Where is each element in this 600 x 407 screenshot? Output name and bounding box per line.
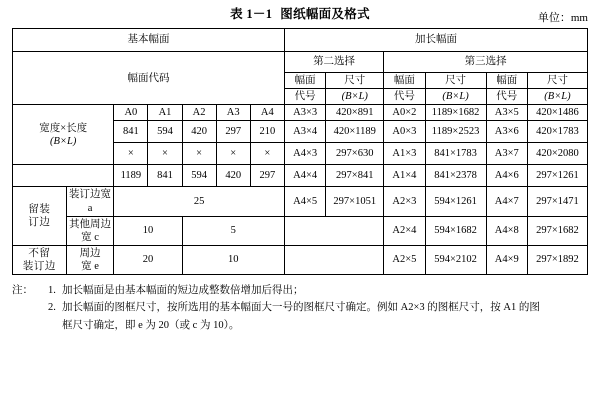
third-right-code-5: A4×8 [486, 216, 527, 245]
table-choice-header-row [13, 52, 588, 73]
caption-text: 图纸幅面及格式 [280, 7, 370, 21]
header-choice-third: 第三选择 [384, 52, 588, 73]
table-other-edge-row [13, 216, 588, 245]
third-right-code-0: A3×5 [486, 105, 527, 121]
third-left-code-4: A2×3 [384, 187, 425, 216]
notes-label: 注： [12, 285, 33, 297]
document-page [0, 4, 600, 407]
third-left-size-0: 1189×1682 [425, 105, 486, 121]
third-right-code-1: A3×6 [486, 121, 527, 143]
second-size-4: 297×1051 [326, 187, 384, 216]
row-label-other-edge-text: 其他周边宽 c [69, 218, 112, 243]
basic-code-3: A3 [216, 105, 250, 121]
basic-dim-1-2: × [182, 143, 216, 165]
second-code-0: A3×3 [284, 105, 325, 121]
other-edge-value-0: 10 [114, 216, 182, 245]
note-2-text: 加长幅面的图框尺寸，按所选用的基本幅面大一号的图框尺寸确定。例如 A2×3 的图框尺寸，按 A1 的图 [62, 302, 540, 314]
second-code-2: A4×3 [284, 143, 325, 165]
third-left-size-5: 594×1682 [425, 216, 486, 245]
subheader-code-3b-line1: 幅面 [496, 75, 518, 86]
third-left-size-3: 841×2378 [425, 165, 486, 187]
table-caption-row [0, 4, 600, 26]
third-right-size-5: 297×1682 [527, 216, 587, 245]
row-label-width-length [13, 105, 114, 165]
group-header-basic: 基本幅面 [13, 29, 285, 52]
row-label-margin-group-line2: 订边 [28, 217, 51, 229]
second-size-0: 420×891 [326, 105, 384, 121]
around-edge-value-0: 20 [114, 245, 182, 274]
row-label-width-length-line1: 宽度×长度 [39, 122, 88, 134]
basic-dim-2-4: 297 [250, 165, 284, 187]
subheader-size-3a-line1: 尺寸 [445, 75, 467, 86]
subheader-code-3b2: 代号 [486, 89, 527, 105]
third-right-code-4: A4×7 [486, 187, 527, 216]
basic-code-2: A2 [182, 105, 216, 121]
basic-dim-1-3: × [216, 143, 250, 165]
subheader-size-2b: (B×L) [326, 89, 384, 105]
table-group-header-row [13, 29, 588, 52]
basic-code-1: A1 [148, 105, 182, 121]
table-basic-code-row [13, 105, 588, 121]
basic-dim-2-2: 594 [182, 165, 216, 187]
subheader-size-2a-line1: 尺寸 [344, 75, 366, 86]
third-right-code-3: A4×6 [486, 165, 527, 187]
paper-format-table [12, 28, 588, 275]
second-size-1: 420×1189 [326, 121, 384, 143]
subheader-code-3a2: 代号 [384, 89, 425, 105]
basic-dim-1-0: × [114, 143, 148, 165]
second-code-1: A3×4 [284, 121, 325, 143]
note-item-1 [12, 283, 588, 298]
basic-dim-2-3: 420 [216, 165, 250, 187]
basic-dim-2-1: 841 [148, 165, 182, 187]
note-2-number: 2. [48, 302, 56, 314]
third-right-size-6: 297×1892 [527, 245, 587, 274]
basic-dim-1-1: × [148, 143, 182, 165]
note-1-text: 加长幅面是由基本幅面的短边成整数倍增加后得出； [62, 285, 304, 297]
row-label-nomargin-group [13, 245, 67, 274]
subheader-code-3a [384, 73, 425, 89]
basic-dim-0-4: 210 [250, 121, 284, 143]
basic-dim-0-1: 594 [148, 121, 182, 143]
third-left-size-4: 594×1261 [425, 187, 486, 216]
subheader-size-3b [527, 73, 587, 89]
subheader-size-2a [326, 73, 384, 89]
third-left-size-1: 1189×2523 [425, 121, 486, 143]
third-right-size-0: 420×1486 [527, 105, 587, 121]
basic-dim-1-4: × [250, 143, 284, 165]
row-label-nomargin-group-line2: 装订边 [22, 261, 56, 272]
note-item-2 [12, 300, 588, 315]
row-label-margin-group [13, 187, 67, 246]
subheader-code-2b: 代号 [284, 89, 325, 105]
third-left-code-5: A2×4 [384, 216, 425, 245]
basic-dim-0-0: 841 [114, 121, 148, 143]
third-right-size-3: 297×1261 [527, 165, 587, 187]
second-size-2: 297×630 [326, 143, 384, 165]
third-left-code-0: A0×2 [384, 105, 425, 121]
row-label-binding-edge-text: 装订边宽 a [69, 189, 112, 214]
row-label-margin-group-line1: 留装 [28, 204, 51, 215]
row-label-binding-edge [66, 187, 114, 216]
row-label-nomargin-group-line1: 不留 [28, 247, 51, 259]
caption-number: 表 1－1 [230, 7, 273, 21]
binding-edge-value: 25 [114, 187, 285, 216]
subheader-code-3b [486, 73, 527, 89]
third-right-code-6: A4×9 [486, 245, 527, 274]
subheader-size-3a [425, 73, 486, 89]
third-left-code-2: A1×3 [384, 143, 425, 165]
basic-code-0: A0 [114, 105, 148, 121]
table-dim-row-3 [13, 165, 588, 187]
second-size-3: 297×841 [326, 165, 384, 187]
note-1-number: 1. [48, 285, 56, 297]
subheader-size-3a2: (B×L) [425, 89, 486, 105]
third-left-code-1: A0×3 [384, 121, 425, 143]
basic-code-4: A4 [250, 105, 284, 121]
third-left-size-2: 841×1783 [425, 143, 486, 165]
second-code-3: A4×4 [284, 165, 325, 187]
group-header-extended: 加长幅面 [284, 29, 587, 52]
row-label-width-length-line2: (B×L) [49, 135, 77, 147]
around-edge-value-1: 10 [182, 245, 284, 274]
third-right-size-4: 297×1471 [527, 187, 587, 216]
row-label-other-edge [66, 216, 114, 245]
table-binding-edge-row [13, 187, 588, 216]
header-code-basic-label: 幅面代码 [127, 72, 170, 84]
basic-dim-0-2: 420 [182, 121, 216, 143]
note-2-continued: 框尺寸确定，即 e 为 20（或 c 为 10）。 [62, 319, 240, 331]
row-label-around-edge-line2: 宽 e [81, 261, 99, 272]
subheader-code-2a-line1: 幅面 [294, 75, 316, 86]
row-label-around-edge [66, 245, 114, 274]
row-label-around-edge-line1: 周边 [79, 247, 101, 259]
table-notes [12, 283, 588, 333]
unit-note: 单位：mm [537, 12, 588, 24]
subheader-code-2a [284, 73, 325, 89]
notes-label-spacer [12, 300, 48, 315]
other-edge-value-1: 5 [182, 216, 284, 245]
third-right-size-1: 420×1783 [527, 121, 587, 143]
third-left-size-6: 594×2102 [425, 245, 486, 274]
header-choice-second: 第二选择 [284, 52, 383, 73]
basic-dim-0-3: 297 [216, 121, 250, 143]
third-right-size-2: 420×2080 [527, 143, 587, 165]
table-around-edge-row [13, 245, 588, 274]
subheader-size-3b-line1: 尺寸 [546, 75, 568, 86]
subheader-code-3a-line1: 幅面 [393, 75, 415, 86]
header-code-basic-cell [13, 52, 285, 105]
table-caption [230, 4, 370, 22]
basic-dim-2-0: 1189 [114, 165, 148, 187]
subheader-size-3b2: (B×L) [527, 89, 587, 105]
third-left-code-6: A2×5 [384, 245, 425, 274]
third-left-code-3: A1×4 [384, 165, 425, 187]
third-right-code-2: A3×7 [486, 143, 527, 165]
second-code-4: A4×5 [284, 187, 325, 216]
